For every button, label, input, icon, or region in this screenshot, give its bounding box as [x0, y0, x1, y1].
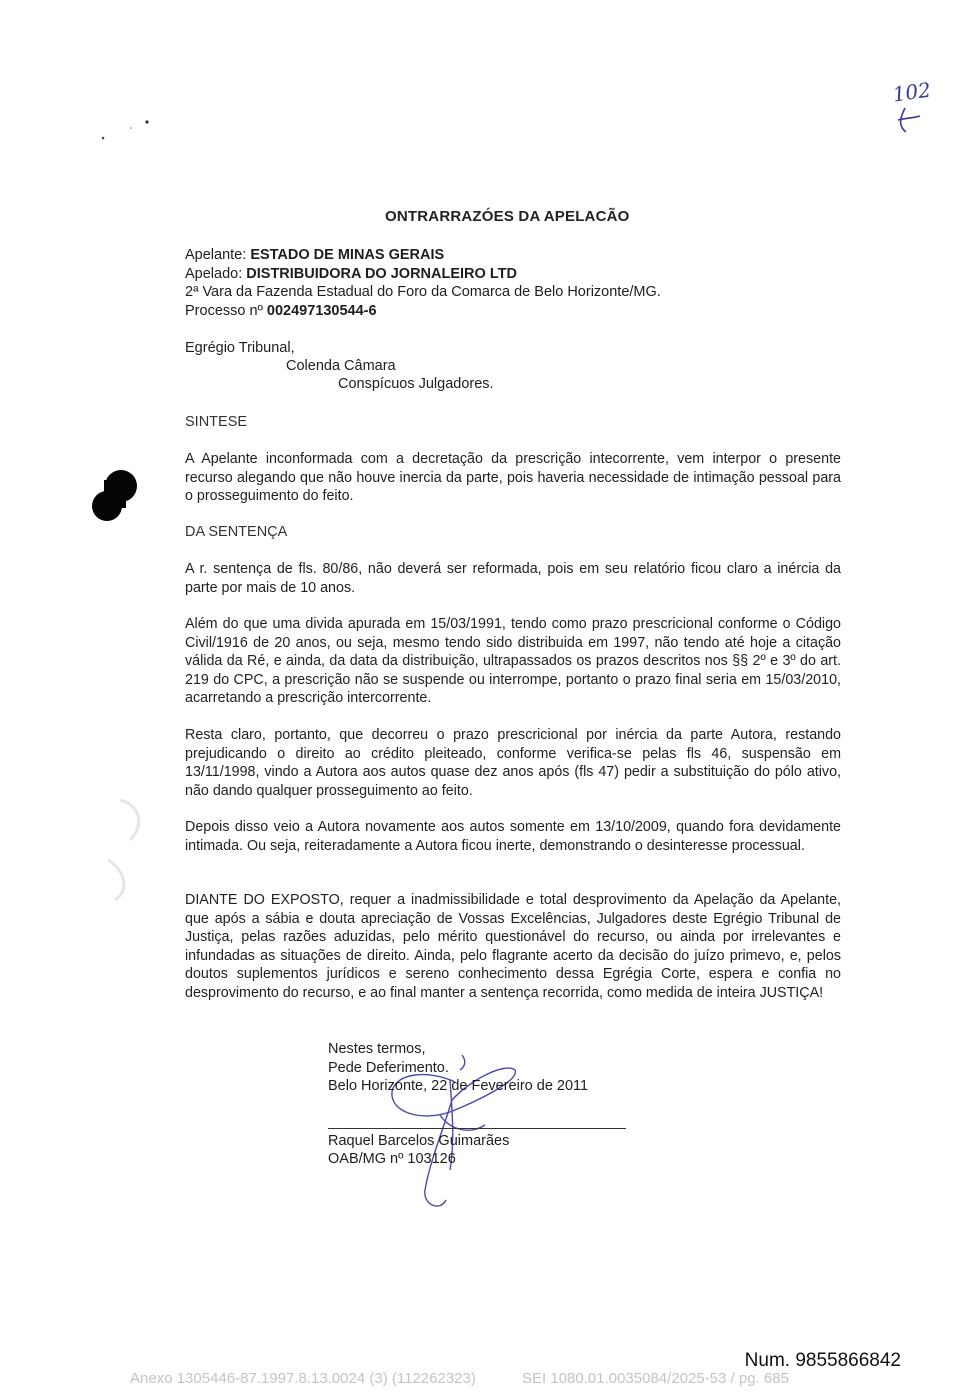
sintese-paragraph: A Apelante inconformada com a decretação da prescrição intecorrente, vem interpor o presente recurso alegando que não houve inercia da parte, pois haveria necessidade de intimação pessoal para o prosseguimento do feito.: [185, 451, 841, 504]
vara-line: 2ª Vara da Fazenda Estadual do Foro da Comarca de Belo Horizonte/MG.: [185, 284, 661, 300]
signer-name: Raquel Barcelos Guimarães: [328, 1133, 510, 1149]
apelado-label: Apelado:: [185, 265, 243, 282]
paragraph-prazo: Além do que uma divida apurada em 15/03/1991, tendo como prazo prescricional conforme o Código Civil/1916 de 20 anos, ou seja, mesmo tendo sido distribuida em 1997, não tendo até hoje a citação válida da Ré, e ainda, da data da distribuição, ultrapassados os prazos descritos nos §§ 2º e 3º do art. 219 do CPC, a prescrição não se suspende ou interrompe, portanto o prazo final seria em 15/03/2010, acarretando a prescrição intercorrente.: [185, 616, 841, 706]
scan-specks: [102, 120, 149, 139]
salutation-julgadores: Conspícuos Julgadores.: [338, 376, 494, 392]
signature-line: [328, 1128, 626, 1129]
paragraph-desinteresse: Depois disso veio a Autora novamente aos autos somente em 13/10/2009, quando fora devidamente intimada. Ou seja, reiteradamente a Autora ficou inerte, demonstrando o desinteresse processual.: [185, 819, 841, 854]
apelante-label: Apelante:: [185, 247, 247, 263]
document-title: ONTRARRAZÓES DA APELACÃO: [385, 208, 630, 225]
footer-sei: SEI 1080.01.0035084/2025-53 / pg. 685: [522, 1370, 789, 1387]
signer-oab: OAB/MG nº 103126: [328, 1151, 456, 1167]
paragraph-inercia: Resta claro, portanto, que decorreu o prazo prescricional por inércia da parte Autora, restando prejudicando o direito ao crédito pleiteado, conforme verifica-se pelas fls 46, suspensão em 13/11/1998, vindo a Autora aos autos quase dez anos após (fls 47) pedir a substituição do pólo ativo, não dando qualquer prosseguimento ao feito.: [185, 727, 841, 799]
salutation-tribunal: Egrégio Tribunal,: [185, 340, 295, 356]
paragraph-diante-exposto: DIANTE DO EXPOSTO, requer a inadmissibilidade e total desprovimento da Apelação da Apelante, que após a sábia e douta apreciação de Vossas Excelências, Julgadores deste Egrégio Tribunal de Justiça, pelas razões aduzidas, pelo mérito questionável do recurso, ou ainda por irrelevantes e infundadas as situações de direito. Ainda, pelo flagrante acerto da decisão do juízo primevo, e, pelos doutos suplementos jurídicos e sereno conhecimento dessa Egrégia Corte, espera e confia no desprovimento do recurso, e ao final manter a sentença recorrida, como medida de inteira JUSTIÇA!: [185, 892, 841, 1001]
footer-watermark: [130, 1370, 789, 1387]
faint-stamp-mark: [108, 800, 139, 900]
processo-value: 002497130544-6: [266, 302, 377, 319]
sintese-heading: SINTESE: [185, 414, 248, 430]
document-number: Num. 9855866842: [744, 1350, 901, 1371]
processo-line: [185, 302, 661, 321]
hole-punch-mark: [92, 470, 137, 521]
processo-label: Processo nº: [185, 302, 263, 319]
closing-date: Belo Horizonte, 22 de Fevereiro de 2011: [328, 1078, 589, 1094]
salutation-camara: Colenda Câmara: [286, 358, 396, 374]
apelante-value: ESTADO DE MINAS GERAIS: [250, 247, 445, 263]
closing-termos: Nestes termos,: [328, 1041, 426, 1057]
handwritten-page-number: [891, 77, 932, 132]
sentenca-heading: DA SENTENÇA: [185, 524, 288, 540]
page-number-text: 102: [891, 77, 933, 107]
apelado-value: DISTRIBUIDORA DO JORNALEIRO LTD: [246, 265, 517, 282]
apelado-line: [185, 265, 661, 284]
signer-block: [328, 1132, 509, 1168]
sentenca-paragraph: A r. sentença de fls. 80/86, não deverá ser reformada, pois em seu relatório ficou claro a inércia da parte por mais de 10 anos.: [185, 561, 841, 596]
apelante-line: [185, 246, 661, 265]
closing-block: [328, 1040, 588, 1096]
case-header: [185, 246, 661, 320]
closing-deferimento: Pede Deferimento.: [328, 1059, 449, 1076]
footer-annex: Anexo 1305446-87.1997.8.13.0024 (3) (112262323): [130, 1370, 476, 1387]
